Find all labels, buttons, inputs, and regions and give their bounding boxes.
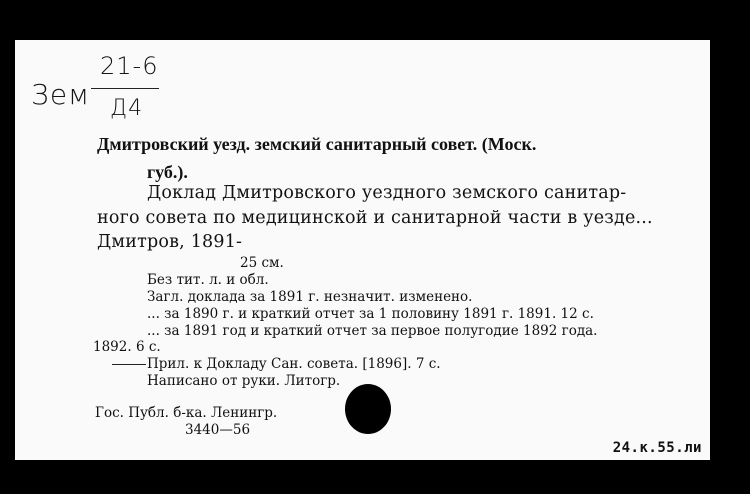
appendix-dash — [112, 364, 146, 365]
handwritten-call-number-top: 21-6 — [100, 52, 159, 80]
handwritten-call-number-bottom: Д4 — [110, 96, 144, 121]
ink-blot — [345, 384, 391, 434]
size-line: 25 см. — [240, 255, 284, 271]
no-title-line: Без тит. л. и обл. — [147, 272, 269, 288]
title-line-1: Доклад Дмитровского уездного земского санитар- — [147, 183, 627, 203]
heading-line-2: губ.). — [147, 162, 188, 182]
appendix-text: Прил. к Докладу Сан. совета. [1896]. 7 с. — [147, 356, 441, 372]
issue-1890-line: ... за 1890 г. и краткий отчет за 1 половину 1891 г. 1891. 12 с. — [147, 306, 594, 322]
title-line-2: ного совета по медицинской и санитарной части в уезде... — [97, 208, 653, 228]
heading-line-1: Дмитровский уезд. земский санитарный совет. (Моск. — [97, 134, 537, 154]
appendix-line — [112, 356, 441, 372]
library-name: Гос. Публ. б-ка. Ленингр. — [95, 405, 278, 421]
handwritten-fraction-line — [91, 88, 159, 89]
handwritten-prefix: Зем — [31, 78, 91, 111]
catalog-card — [15, 40, 710, 460]
library-code: 3440—56 — [185, 422, 251, 438]
issue-1891-pages: 1892. 6 с. — [93, 339, 161, 355]
shelf-stamp: 24.к.55.ли — [612, 440, 702, 456]
handwritten-note-line: Написано от руки. Литогр. — [147, 373, 341, 389]
title-change-note: Загл. доклада за 1891 г. незначит. изменено. — [147, 289, 473, 305]
issue-1891-line: ... за 1891 год и краткий отчет за первое полугодие 1892 года. — [147, 323, 598, 339]
title-line-3: Дмитров, 1891- — [97, 232, 243, 252]
